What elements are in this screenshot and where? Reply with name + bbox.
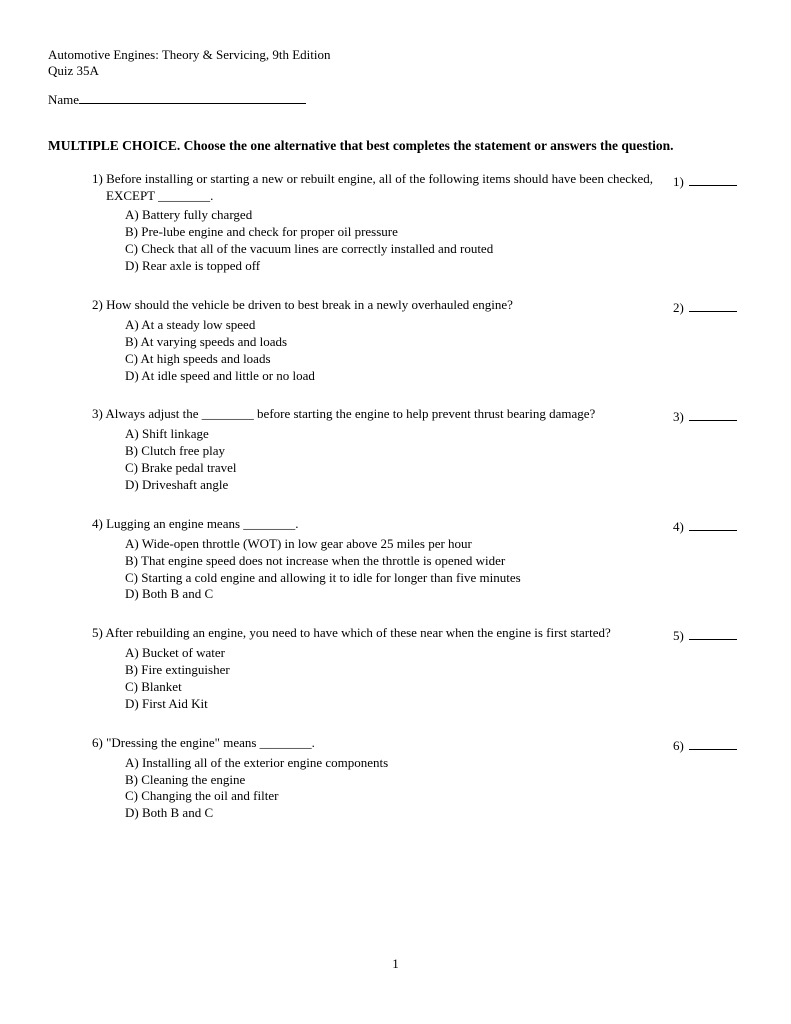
choice-item: C) Blanket [125,679,182,694]
choice-item: A) Installing all of the exterior engine components [125,754,389,770]
choice-item: D) Driveshaft angle [125,476,229,492]
instructions-text: MULTIPLE CHOICE. Choose the one alternative that best completes the statement or answers the question. [48,137,674,153]
choices-list [92,317,667,385]
answer-number: 6) [673,737,684,753]
answer-slot [673,516,745,535]
page-footer [0,956,791,972]
choice-item: D) Both B and C [125,586,214,602]
name-blank-line [79,90,306,104]
question-main [92,516,667,603]
answer-slot [673,297,745,316]
name-row [48,90,745,108]
question-number: 1) [92,170,103,186]
choices-list [92,207,667,275]
choice-item: B) Pre-lube engine and check for proper oil pressure [125,224,398,240]
choice-item: D) Both B and C [125,805,214,821]
question-number: 2) [92,296,103,312]
choices-list [92,536,667,604]
name-label: Name [48,91,80,107]
choice-item: C) At high speeds and loads [125,350,271,366]
answer-blank-line [689,517,737,531]
question-number: 6) [92,734,103,750]
choice-item: B) Clutch free play [125,443,225,459]
question-text: How should the vehicle be driven to best break in a newly overhauled engine? [106,296,513,312]
question-block [48,516,745,603]
choice-item: A) At a steady low speed [125,316,256,332]
question-text: Always adjust the ________ before starting the engine to help prevent thrust bearing damage? [105,406,596,422]
answer-slot [673,735,745,754]
choices-list [92,426,667,494]
question-paragraph [92,297,666,314]
question-number: 3) [92,406,103,422]
answer-number: 3) [673,409,684,425]
question-block [48,297,745,384]
question-text: Lugging an engine means ________. [106,515,299,531]
answer-blank-line [689,172,737,186]
choice-item: A) Shift linkage [125,426,209,442]
choices-list [92,645,667,713]
question-main [92,297,667,384]
answer-number: 2) [673,299,684,315]
question-text: Before installing or starting a new or rebuilt engine, all of the following items should have been checked, EXCEPT ________. [106,170,654,203]
question-number: 5) [92,625,103,641]
question-paragraph [92,171,666,205]
question-main [92,406,667,493]
question-main [92,735,667,822]
choice-item: C) Starting a cold engine and allowing it to idle for longer than five minutes [125,569,521,585]
answer-slot [673,406,745,425]
page-number: 1 [392,955,399,971]
answer-number: 1) [673,173,684,189]
choice-item: A) Battery fully charged [125,207,253,223]
answer-slot [673,171,745,190]
book-title: Automotive Engines: Theory & Servicing, 9th Edition [48,47,331,62]
choice-item: D) First Aid Kit [125,695,208,711]
answer-slot [673,625,745,644]
question-text: "Dressing the engine" means ________. [106,734,315,750]
questions-list [48,171,745,823]
choice-item: A) Bucket of water [125,645,225,661]
choice-item: C) Brake pedal travel [125,460,237,476]
question-main [92,171,667,275]
choice-item: B) Cleaning the engine [125,771,246,787]
question-block [48,171,745,275]
question-block [48,735,745,822]
choice-item: D) At idle speed and little or no load [125,367,315,383]
answer-number: 4) [673,518,684,534]
quiz-label: Quiz 35A [48,63,99,79]
answer-blank-line [689,407,737,421]
choices-list [92,755,667,823]
question-block [48,406,745,493]
question-paragraph [92,625,666,642]
question-paragraph [92,735,666,752]
choice-item: D) Rear axle is topped off [125,258,261,274]
question-number: 4) [92,515,103,531]
document-header [48,47,745,80]
answer-blank-line [689,626,737,640]
choice-item: C) Changing the oil and filter [125,788,279,804]
choice-item: B) That engine speed does not increase when the throttle is opened wider [125,552,506,568]
question-paragraph [92,516,666,533]
choice-item: A) Wide-open throttle (WOT) in low gear above 25 miles per hour [125,535,472,551]
question-main [92,625,667,712]
answer-blank-line [689,736,737,750]
choice-item: B) At varying speeds and loads [125,333,288,349]
question-text: After rebuilding an engine, you need to have which of these near when the engine is first started? [105,625,611,641]
answer-blank-line [689,298,737,312]
choice-item: B) Fire extinguisher [125,662,230,678]
question-block [48,625,745,712]
choice-item: C) Check that all of the vacuum lines are correctly installed and routed [125,241,494,257]
question-paragraph [92,406,666,423]
answer-number: 5) [673,628,684,644]
